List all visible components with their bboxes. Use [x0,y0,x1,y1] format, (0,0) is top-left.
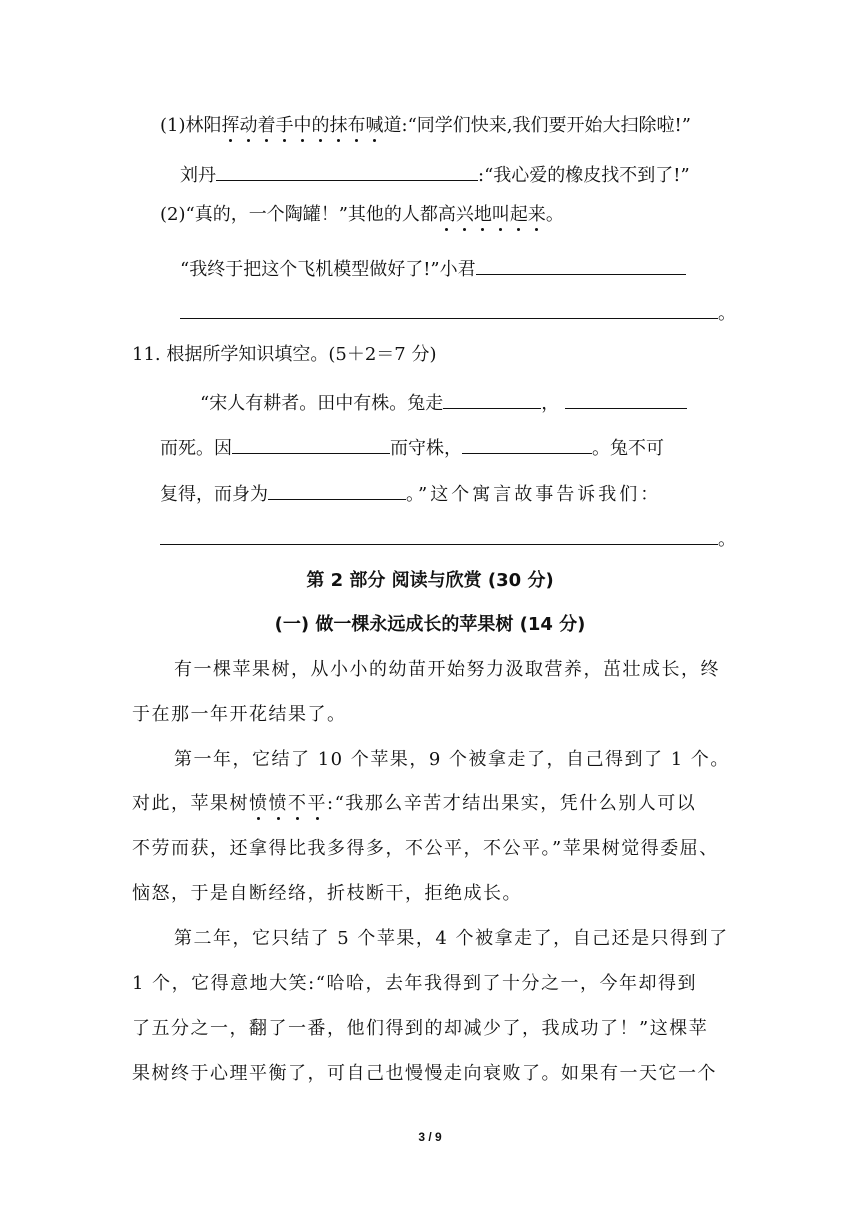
dotted-char: 挥 [221,115,240,136]
answer-blank[interactable] [476,254,686,275]
passage-line: 第一年，它结了 10 个苹果，9 个被拿走了，自己得到了 1 个。 [174,749,730,770]
dotted-char: 手 [275,115,294,136]
q11-title: 11. 根据所学知识填空。(5＋2＝7 分) [132,344,437,365]
passage-line: 了五分之一，翻了一番，他们得到的却减少了，我成功了！”这棵苹 [132,1018,709,1039]
dotted-char: 平 [307,793,327,814]
dotted-char: 起 [509,204,528,225]
answer-blank[interactable] [160,524,718,545]
dotted-char: 动 [239,115,258,136]
dotted-char: 愤 [249,793,269,814]
q10-item2-answer-line2 [180,298,736,326]
item-number: (1) [160,115,186,136]
item-text: 。 [545,204,564,225]
dotted-char: 布 [347,115,366,136]
dotted-char: 愤 [268,793,288,814]
q10-item2-answer [180,254,686,282]
q11-line1: “宋人有耕者。田中有株。兔走 ， [200,388,687,416]
item-text: “真的，一个陶罐！”其他的人都 [185,204,438,225]
passage-line: 于在那一年开花结果了。 [132,704,347,725]
answer-suffix: :“我心爱的橡皮找不到了!” [478,165,690,186]
passage-line: 1 个，它得意地大笑:“哈哈，去年我得到了十分之一，今年却得到 [132,973,697,994]
answer-blank[interactable] [232,433,390,454]
q11-line2: 而死。因 而守株， 。兔不可 [160,433,664,461]
passage-line: 果树终于心理平衡了，可自己也慢慢走向衰败了。如果有一天它一个 [132,1063,717,1084]
dotted-char: 抹 [329,115,348,136]
answer-blank[interactable] [268,479,406,500]
answer-blank[interactable] [565,388,687,409]
dotted-char: 喊 [365,115,384,136]
answer-blank[interactable] [180,298,718,319]
passage-line: 第二年，它只结了 5 个苹果，4 个被拿走了，自己还是只得到了 [174,928,729,949]
item-number: (2) [160,204,186,225]
passage-line: 恼怒，于是自断经络，折枝断干，拒绝成长。 [132,883,522,904]
dotted-char: 兴 [455,204,474,225]
dotted-char: 的 [311,115,330,136]
line-end: 。 [718,303,736,324]
q10-item1-answer [180,160,690,188]
dotted-char: 地 [473,204,492,225]
dotted-char: 高 [437,204,456,225]
q11-line3: 复得，而身为 。”这个寓言故事告诉我们： [160,479,661,507]
q10-item1 [160,114,691,138]
q11-line4: 。 [160,524,736,552]
dotted-char: 来 [527,204,546,225]
dotted-char: 着 [257,115,276,136]
dotted-char: 不 [288,793,308,814]
answer-prefix: 刘丹 [180,165,216,186]
answer-blank[interactable] [462,433,592,454]
page-number: 3 / 9 [418,1130,442,1144]
part2-heading: 第 2 部分 阅读与欣赏 (30 分) [306,570,554,591]
answer-blank[interactable] [216,160,478,181]
item-name: 林阳 [185,115,222,136]
passage-line: 有一棵苹果树，从小小的幼苗开始努力汲取营养，茁壮成长，终 [174,659,720,680]
dotted-char: 中 [293,115,312,136]
dotted-char: 叫 [491,204,510,225]
q10-item2 [160,203,564,227]
answer-blank[interactable] [443,388,541,409]
answer-prefix: “我终于把这个飞机模型做好了!”小君 [180,259,476,280]
section-heading: (一) 做一棵永远成长的苹果树 (14 分) [274,614,586,635]
passage-line: 对此，苹果树愤愤不平:“我那么辛苦才结出果实，凭什么别人可以 [132,793,697,814]
item-text: 道:“同学们快来,我们要开始大扫除啦!” [383,115,691,136]
passage-line: 不劳而获，还拿得比我多得多，不公平，不公平。”苹果树觉得委屈、 [132,838,719,859]
